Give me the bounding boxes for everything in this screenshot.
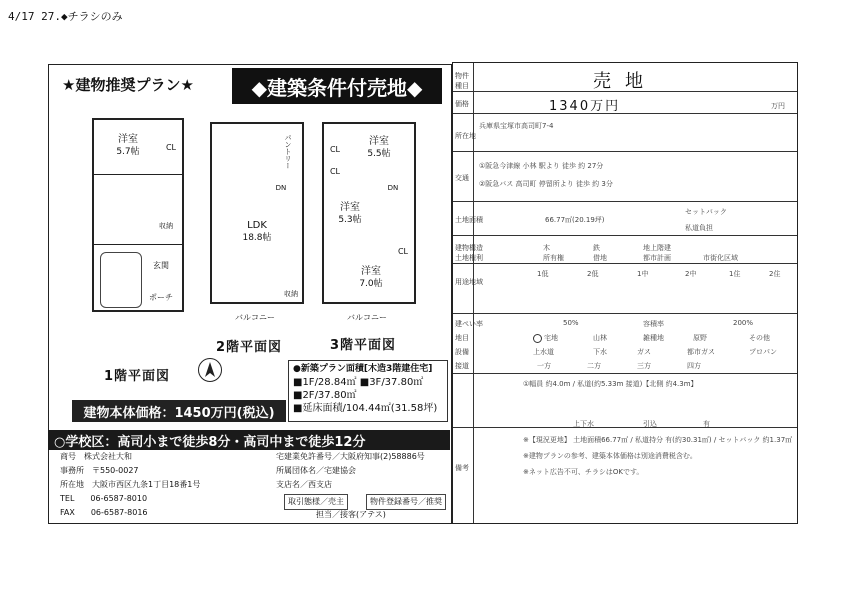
property-sheet bbox=[452, 62, 798, 524]
floor1-garage bbox=[100, 252, 142, 308]
land-value: 66.77㎡(20.19坪) bbox=[545, 216, 605, 224]
setback-label: セットバック bbox=[685, 208, 727, 216]
license: 宅建業免許番号／大阪府知事(2)58886号 bbox=[276, 452, 425, 461]
company-row-office bbox=[60, 464, 139, 478]
zoning-cell: 2住 bbox=[769, 270, 781, 278]
company-row-address bbox=[60, 478, 200, 492]
extra-cell: 引込 bbox=[643, 420, 657, 428]
compass-icon bbox=[198, 358, 222, 382]
road-cell: 二方 bbox=[587, 362, 601, 370]
rights-cell: 市街化区域 bbox=[703, 254, 738, 262]
remarks-label: 備考 bbox=[455, 464, 469, 472]
office-value: 〒550-0027 bbox=[92, 466, 139, 475]
company-row-fax bbox=[60, 506, 148, 520]
floor2-ldk bbox=[232, 220, 282, 244]
floor2-pantry: パントリー bbox=[284, 134, 292, 169]
coverage-cell: 200% bbox=[733, 319, 754, 327]
zoning-cell: 1中 bbox=[637, 270, 649, 278]
private-road-label: 私道負担 bbox=[685, 224, 713, 232]
floor1-room-yoshitsu bbox=[98, 134, 158, 158]
floor3-cl3: CL bbox=[397, 247, 409, 256]
floor1-room-size: 5.7帖 bbox=[116, 147, 140, 157]
area-f3: ■3F/37.80㎡ bbox=[359, 377, 424, 388]
landtype-label: 地目 bbox=[455, 334, 469, 342]
address-label: 所在地 bbox=[60, 480, 84, 489]
area-row-1-3 bbox=[293, 376, 443, 389]
area-total: ■延床面積/104.44㎡(31.58坪) bbox=[293, 403, 438, 414]
sheet-divider bbox=[453, 201, 797, 202]
floor1-storage: 収納 bbox=[159, 222, 173, 230]
sheet-divider bbox=[453, 151, 797, 152]
address-label: 所在地 bbox=[455, 132, 476, 140]
floor3-room-c bbox=[346, 266, 396, 290]
road-note: ①幅員 約4.0m / 私道(約5.33m 接道)【北側 約4.3m】 bbox=[523, 380, 698, 388]
agent: 担当／接客(アテス) bbox=[316, 510, 386, 519]
address-value: 大阪市西区九条1丁目18番1号 bbox=[92, 480, 201, 489]
rights-cell: 都市計画 bbox=[643, 254, 671, 262]
zoning-cell: 2低 bbox=[587, 270, 599, 278]
office-label: 事務所 bbox=[60, 466, 84, 475]
tel-value: 06-6587-8010 bbox=[90, 494, 148, 503]
sheet-divider bbox=[453, 427, 797, 428]
traffic-row-2: ②阪急バス 高司町 停留所より 徒歩 約 3分 bbox=[479, 180, 613, 188]
area-f1: ■1F/28.84㎡ bbox=[293, 377, 357, 388]
floor2-dn: DN bbox=[275, 184, 287, 192]
zoning-cell: 1住 bbox=[729, 270, 741, 278]
coverage-label: 建ぺい率 bbox=[455, 320, 483, 328]
sheet-divider bbox=[453, 235, 797, 236]
floor3-dn: DN bbox=[387, 184, 399, 192]
coverage-cell: 50% bbox=[563, 319, 579, 327]
floor3-room-b-size: 5.3帖 bbox=[338, 215, 362, 225]
landtype-cell: その他 bbox=[749, 334, 770, 342]
price-label: 価格 bbox=[455, 100, 469, 108]
kind-label: 物件種目 bbox=[455, 72, 469, 90]
floor3-room-c-size: 7.0帖 bbox=[359, 279, 383, 289]
traffic-label: 交通 bbox=[455, 174, 469, 182]
structure-cell: 鉄 bbox=[593, 244, 600, 252]
floor3-room-a bbox=[354, 136, 404, 160]
structure-label: 建物構造 bbox=[455, 244, 483, 252]
road-cell: 一方 bbox=[537, 362, 551, 370]
facilities-cell: 下水 bbox=[593, 348, 607, 356]
floor1-label: 1階平面図 bbox=[104, 369, 171, 384]
company-info bbox=[48, 450, 450, 522]
sheet-divider bbox=[453, 113, 797, 114]
floor3-room-a-label: 洋室 bbox=[369, 136, 389, 147]
rights-cell: 借地 bbox=[593, 254, 607, 262]
plan-title: ★建物推奨プラン★ bbox=[62, 76, 194, 94]
landtype-value: 宅地 bbox=[544, 334, 558, 342]
floor2-balcony: バルコニー bbox=[235, 313, 275, 322]
road-label: 接道 bbox=[455, 362, 469, 370]
company-row-trade bbox=[60, 450, 132, 464]
sheet-divider bbox=[453, 263, 797, 264]
floor3-room-a-size: 5.5帖 bbox=[367, 149, 391, 159]
tel-label: TEL bbox=[60, 494, 75, 503]
fax-label: FAX bbox=[60, 508, 75, 517]
floor2-label: 2階平面図 bbox=[216, 340, 283, 355]
sheet-divider bbox=[453, 373, 797, 374]
trade-value: 株式会社大和 bbox=[84, 452, 132, 461]
remark-1: ※【現況更地】 土地面積66.77㎡ / 私道持分 有(約30.31㎡) / セットバック 約1.37㎡ bbox=[523, 436, 793, 444]
deal-type: 取引態様／売主 bbox=[284, 494, 348, 510]
building-price: 建物本体価格：1450万円(税込) bbox=[72, 400, 286, 422]
fax-header: 4/17 27.◆チラシのみ bbox=[8, 10, 123, 23]
fax-value: 06-6587-8016 bbox=[90, 508, 148, 517]
rights-cell: 所有権 bbox=[543, 254, 564, 262]
floor1-room-label: 洋室 bbox=[118, 134, 138, 145]
floor3-room-b bbox=[330, 202, 370, 226]
floor1-genkan: 玄関 bbox=[153, 261, 169, 270]
remark-3: ※ネット広告不可、チラシはOKです。 bbox=[523, 468, 644, 476]
price-value: 1340万円 bbox=[549, 99, 621, 114]
landtype-cell: 原野 bbox=[693, 334, 707, 342]
radio-icon bbox=[533, 334, 542, 343]
kind-value: 売地 bbox=[593, 71, 657, 92]
area-info-box bbox=[288, 360, 448, 422]
address-value: 兵庫県宝塚市高司町7-4 bbox=[479, 122, 554, 130]
extra-cell: 有 bbox=[703, 420, 710, 428]
area-title: ●新築プラン面積[木造3階建住宅] bbox=[293, 364, 433, 374]
floor3-room-b-label: 洋室 bbox=[340, 202, 360, 213]
school-district: ○学校区：高司小まで徒歩8分・高司中まで徒歩12分 bbox=[48, 430, 450, 450]
sheet-divider bbox=[453, 313, 797, 314]
floor1-plan bbox=[92, 118, 184, 312]
floor1-wall bbox=[94, 174, 182, 175]
road-cell: 三方 bbox=[637, 362, 651, 370]
traffic-row-1: ①阪急今津線 小林 駅より 徒歩 約 27分 bbox=[479, 162, 604, 170]
coverage-cell: 容積率 bbox=[643, 320, 664, 328]
company-row-tel bbox=[60, 492, 147, 506]
area-f2: ■2F/37.80㎡ bbox=[293, 390, 357, 401]
facilities-cell: 上水道 bbox=[533, 348, 554, 356]
landtype-cell: 山林 bbox=[593, 334, 607, 342]
floor3-balcony: バルコニー bbox=[347, 313, 387, 322]
floor1-cl: CL bbox=[165, 143, 177, 152]
floor3-label: 3階平面図 bbox=[330, 338, 397, 353]
structure-cell: 木 bbox=[543, 244, 550, 252]
branch: 支店名／西支店 bbox=[276, 480, 332, 489]
zoning-cell: 2中 bbox=[685, 270, 697, 278]
floor3-plan bbox=[322, 122, 416, 304]
landtype-cell bbox=[533, 333, 558, 343]
floor1-porch: ポーチ bbox=[149, 293, 173, 302]
renewal: 物件登録番号／推奨 bbox=[366, 494, 446, 510]
floor3-room-c-label: 洋室 bbox=[361, 266, 381, 277]
facilities-label: 設備 bbox=[455, 348, 469, 356]
zoning-label: 用途地域 bbox=[455, 278, 483, 286]
floor2-ldk-label: LDK bbox=[247, 220, 267, 231]
trade-label: 商号 bbox=[60, 452, 76, 461]
floor2-plan bbox=[210, 122, 304, 304]
condition-banner: ◆建築条件付売地◆ bbox=[232, 68, 442, 104]
facilities-cell: プロパン bbox=[749, 348, 777, 356]
floor2-storage: 収納 bbox=[284, 290, 298, 298]
landtype-cell: 雑種地 bbox=[643, 334, 664, 342]
road-cell: 四方 bbox=[687, 362, 701, 370]
facilities-cell: 都市ガス bbox=[687, 348, 715, 356]
zoning-cell: 1低 bbox=[537, 270, 549, 278]
rights-label: 土地権利 bbox=[455, 254, 483, 262]
facilities-cell: ガス bbox=[637, 348, 651, 356]
structure-cell: 地上階建 bbox=[643, 244, 671, 252]
association: 所属団体名／宅建協会 bbox=[276, 466, 356, 475]
land-label: 土地面積 bbox=[455, 216, 483, 224]
extra-cell: 上下水 bbox=[573, 420, 594, 428]
remark-2: ※建物プランの参考、建築本体価格は別途消費税含む。 bbox=[523, 452, 697, 460]
floor2-ldk-size: 18.8帖 bbox=[242, 233, 272, 243]
floor3-cl2: CL bbox=[329, 167, 341, 176]
floor3-cl1: CL bbox=[329, 145, 341, 154]
price-note: 万円 bbox=[771, 102, 785, 110]
floor1-wall bbox=[94, 244, 182, 245]
